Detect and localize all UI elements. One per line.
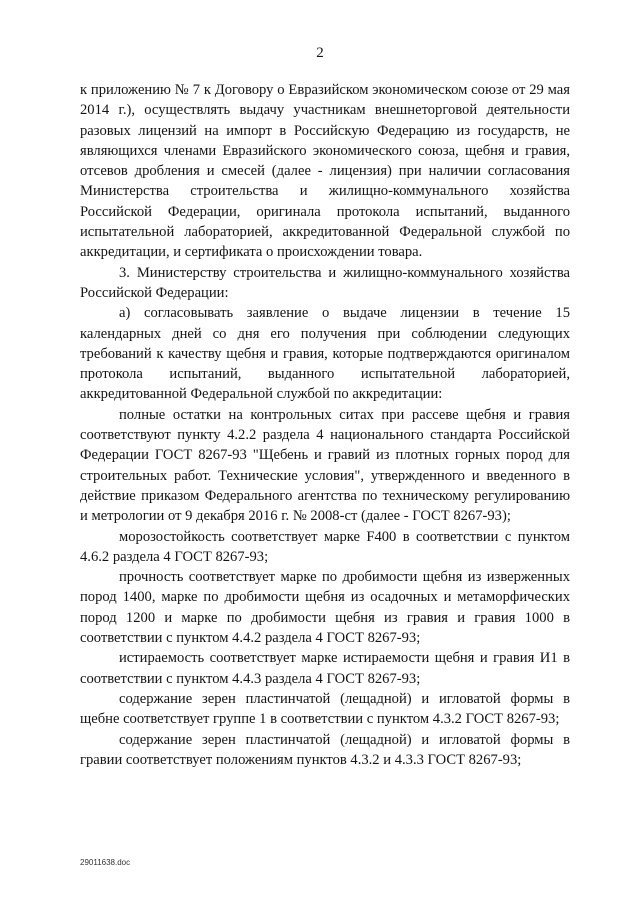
paragraph-strength: прочность соответствует марке по дробимости щебня из изверженных пород 1400, марке по дробимости щебня из осадочных и метаморфических пород 1200 и марке по дробимости щебня из гравия и гравия 1000 в соответствии с пунктом 4.4.2 раздела 4 ГОСТ 8267-93; (80, 569, 570, 647)
page-number: 2 (316, 45, 324, 61)
paragraph-sieve-residues: полные остатки на контрольных ситах при рассеве щебня и гравия соответствуют пункту 4.2.2 раздела 4 национального стандарта Российской Федерации ГОСТ 8267-93 "Щебень и гравий из плотных горных пород для строительных работ. Технические условия", утвержденного и введенного в действие приказом Федерального агентства по техническому регулированию и метрологии от 9 декабря 2016 г. № 2008-ст (далее - ГОСТ 8267-93); (80, 406, 570, 525)
paragraph-continuation: к приложению № 7 к Договору о Евразийском экономическом союзе от 29 мая 2014 г.), осуществлять выдачу участникам внешнеторговой деятельности разовых лицензий на импорт в Российскую Федерацию из государств, не являющихся членами Евразийского экономического союза, щебня и гравия, отсевов дробления и смесей (далее - лицензия) при наличии согласования Министерства строительства и жилищно-коммунального хозяйства Российской Федерации, оригинала протокола испытаний, выданного испытательной лабораторией, аккредитованной Федеральной службой по аккредитации, и сертификата о происхождении товара. (80, 82, 570, 261)
paragraph-flaky-grains-crushed-stone: содержание зерен пластинчатой (лещадной) и игловатой формы в щебне соответствует группе 1 в соответствии с пунктом 4.3.2 ГОСТ 8267-93; (80, 690, 570, 728)
paragraph-subitem-a: а) согласовывать заявление о выдаче лицензии в течение 15 календарных дней со дня его получения при соблюдении следующих требований к качеству щебня и гравия, которые подтверждаются оригиналом протокола испытаний, выданного испытательной лабораторией, аккредитованной Федеральной службой по аккредитации: (80, 305, 570, 403)
paragraph-abrasion: истираемость соответствует марке истираемости щебня и гравия И1 в соответствии с пунктом 4.4.3 раздела 4 ГОСТ 8267-93; (80, 650, 570, 687)
document-body (80, 80, 570, 770)
paragraph-item-3: 3. Министерству строительства и жилищно-коммунального хозяйства Российской Федерации: (80, 264, 570, 301)
paragraph-frost-resistance: морозостойкость соответствует марке F400 в соответствии с пунктом 4.6.2 раздела 4 ГОСТ 8267-93; (80, 528, 570, 565)
paragraph-flaky-grains-gravel: содержание зерен пластинчатой (лещадной) и игловатой формы в гравии соответствует положениям пунктов 4.3.2 и 4.3.3 ГОСТ 8267-93; (80, 731, 570, 768)
footer-filename: 29011638.doc (80, 858, 131, 867)
